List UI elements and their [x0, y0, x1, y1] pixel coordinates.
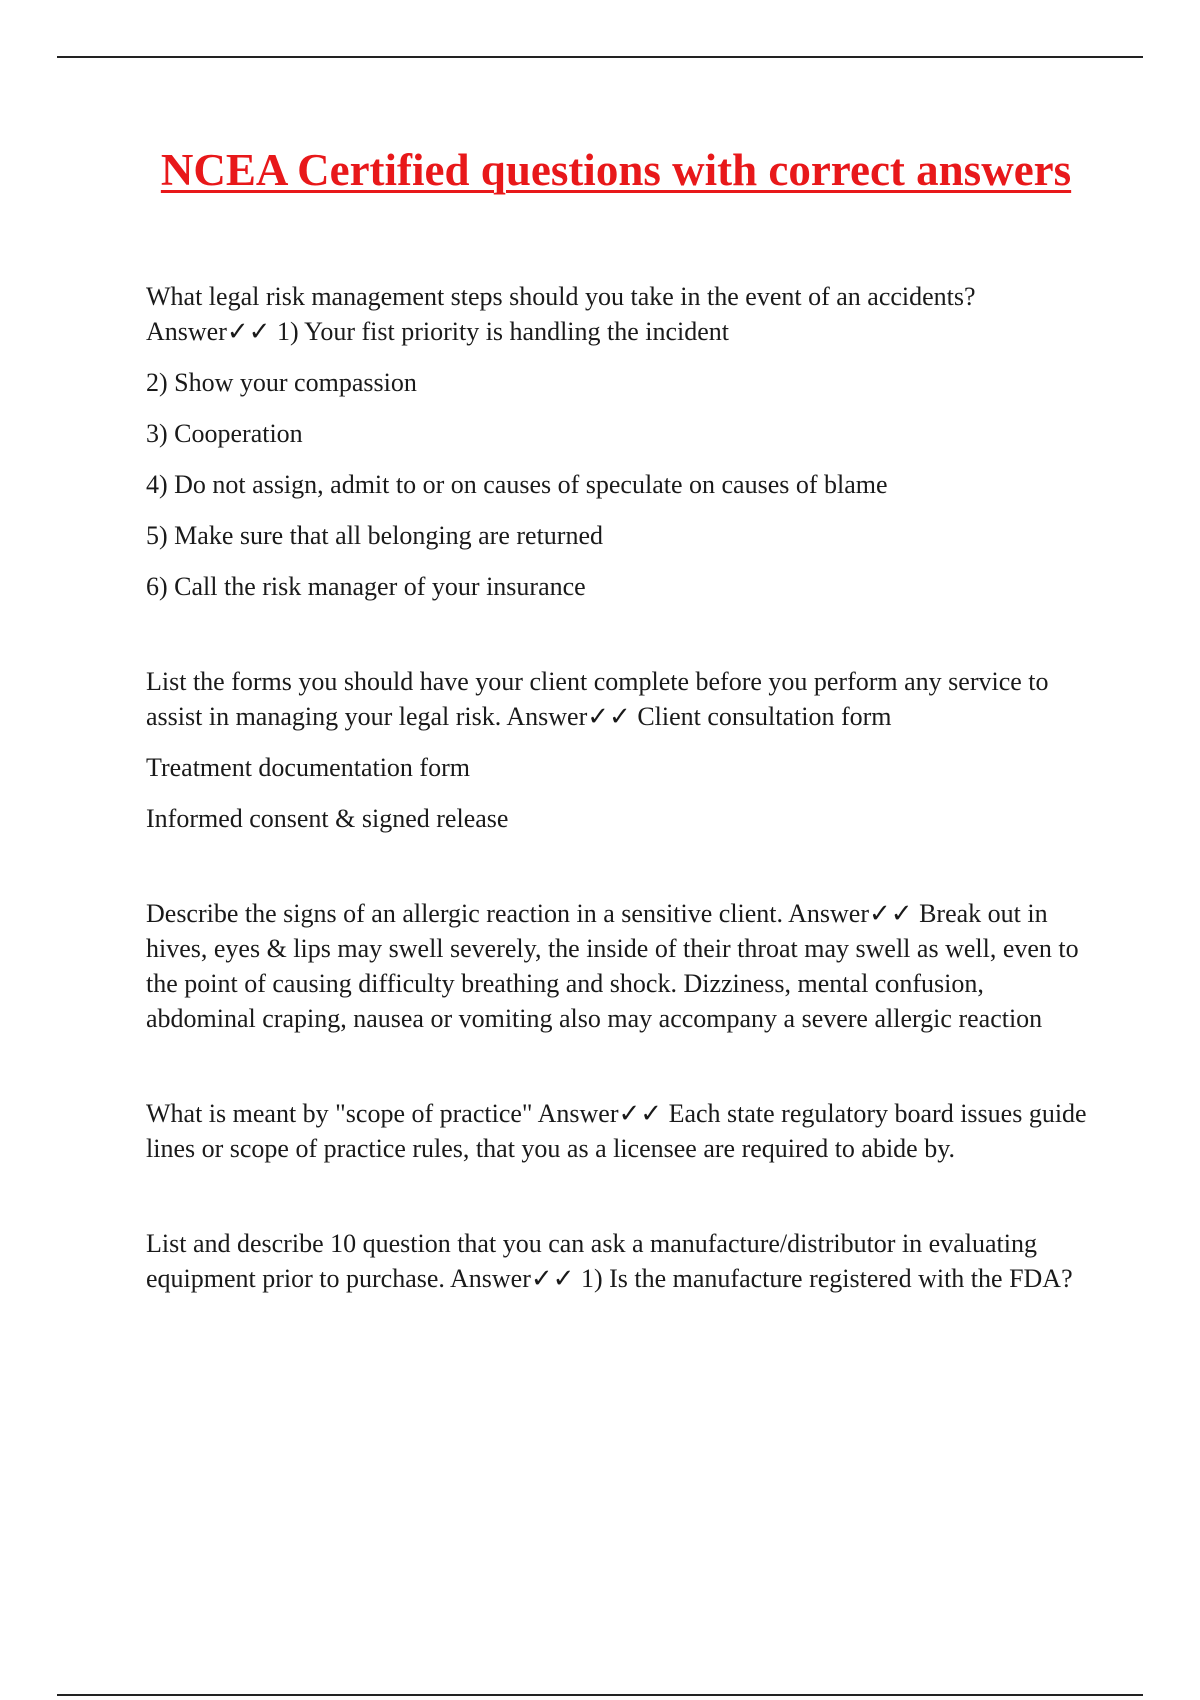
- qa-question-paragraph: [146, 664, 1096, 734]
- answer-line: 5) Make sure that all belonging are returned: [146, 521, 603, 550]
- answer-text: Each state regulatory board issues guide lines or scope of practice rules, that you as a licensee are required to abide by.: [146, 1099, 1087, 1163]
- qa-item-4: [146, 1096, 1096, 1166]
- answer-line: Treatment documentation form: [146, 753, 470, 782]
- answer-marker: Answer✓✓: [506, 702, 631, 731]
- answer-text: 1) Is the manufacture registered with the FDA?: [580, 1264, 1073, 1293]
- qa-content: [146, 279, 1096, 1296]
- question-text: What is meant by "scope of practice": [146, 1099, 533, 1128]
- answer-text: Break out in hives, eyes & lips may swell severely, the inside of their throat may swell as well, even to the point of causing difficulty breathing and shock. Dizziness, mental confusion, abdominal craping, nausea or vomiting also may accompany a severe allergic reaction: [146, 899, 1079, 1033]
- answer-text: Client consultation form: [637, 702, 892, 731]
- answer-line: 2) Show your compassion: [146, 368, 417, 397]
- answer-line: 4) Do not assign, admit to or on causes of speculate on causes of blame: [146, 470, 888, 499]
- answer-marker: Answer✓✓: [146, 317, 271, 346]
- answer-line: Informed consent & signed release: [146, 804, 509, 833]
- qa-question-paragraph: [146, 279, 1096, 349]
- answer-line: 3) Cooperation: [146, 419, 303, 448]
- answer-marker: Answer✓✓: [450, 1264, 575, 1293]
- bottom-rule: [57, 1694, 1143, 1696]
- qa-question-paragraph: [146, 1096, 1096, 1166]
- qa-item-3: [146, 896, 1096, 1036]
- qa-question-paragraph: [146, 896, 1096, 1036]
- answer-line: 6) Call the risk manager of your insurance: [146, 572, 586, 601]
- top-rule: [57, 56, 1143, 58]
- question-text: List and describe 10 question that you can ask a manufacture/distributor in evaluating equipment prior to purchase.: [146, 1229, 1037, 1293]
- document-title: NCEA Certified questions with correct answers: [160, 145, 1072, 195]
- qa-item-5: [146, 1226, 1096, 1296]
- question-text: What legal risk management steps should you take in the event of an accidents?: [146, 282, 976, 311]
- answer-marker: Answer✓✓: [537, 1099, 663, 1128]
- answer-text: 1) Your fist priority is handling the incident: [276, 317, 730, 346]
- question-text: List the forms you should have your client complete before you perform any service to assist in managing your legal risk.: [146, 667, 1049, 731]
- question-text: Describe the signs of an allergic reaction in a sensitive client.: [146, 899, 784, 928]
- answer-marker: Answer✓✓: [788, 899, 913, 928]
- qa-item-1: [146, 279, 1096, 604]
- qa-item-2: [146, 664, 1096, 836]
- qa-question-paragraph: [146, 1226, 1096, 1296]
